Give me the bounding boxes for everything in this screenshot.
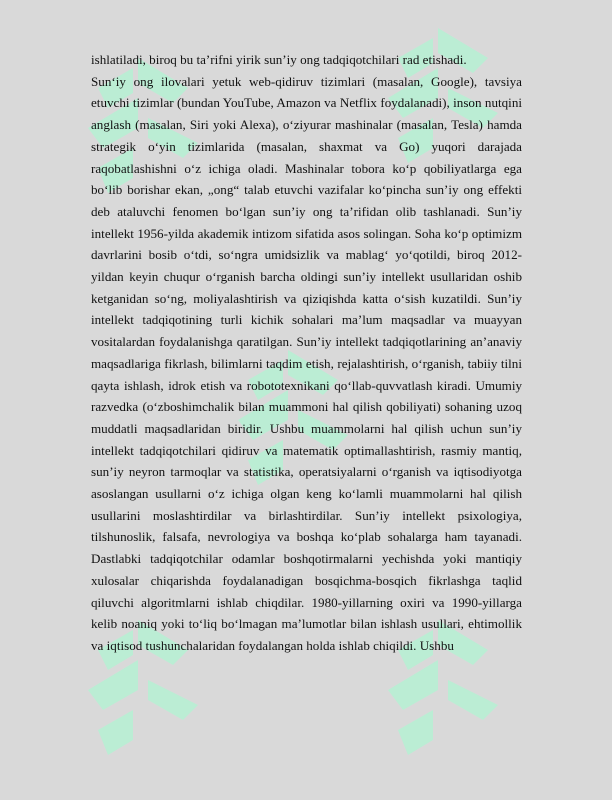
body-text [91,49,522,657]
paragraph: Sun‘iy ong ilovalari yetuk web-qidiruv tizimlari (masalan, Google), tavsiya etuvchi tizimlar (bundan YouTube, Amazon va Netflix foydalanadi), inson nutqini anglash (masalan, Siri yoki Alexa), o‘ziyurar mashinalar (masalan, Tesla) hamda strategik o‘yin tizimlarida (masalan, shaxmat va Go) yuqori darajada raqobatlashishni o‘z ichiga oladi. Mashinalar tobora ko‘p qobiliyatlarga ega bo‘lib borishar ekan, „ong“ talab etuvchi vazifalar ko‘pincha sun’iy ong effekti deb ataluvchi fenomen bo‘lgan sun’iy ong ta’rifidan olib tashlanadi. Sun’iy intellekt 1956-yilda akademik intizom sifatida asos solingan. Soha ko‘p optimizm davrlarini bosib o‘tdi, so‘ngra umidsizlik va mablag‘ yo‘qotildi, biroq 2012-yildan keyin chuqur o‘rganish barcha oldingi sun’iy intellekt usullaridan oshib ketganidan so‘ng, moliyalashtirish va qiziqishda katta o‘sish kuzatildi. Sun’iy intellekt tadqiqotining turli kichik sohalari ma’lum maqsadlar va muayyan vositalardan foydalanishga qaratilgan. Sun’iy intellekt tadqiqotlarining an’anaviy maqsadlariga fikrlash, bilimlarni taqdim etish, rejalashtirish, o‘rganish, tabiiy tilni qayta ishlash, idrok etish va robototexnikani qo‘llab-quvvatlash kiradi. Umumiy razvedka (o‘zboshimchalik bilan muammoni hal qilish qobiliyati) sohaning uzoq muddatli maqsadlaridan biridir. Ushbu muammolarni hal qilish uchun sun’iy intellekt tadqiqotchilari qidiruv va matematik optimallashtirish, rasmiy mantiq, sun’iy neyron tarmoqlar va statistika, operatsiyalarni o‘rganish va iqtisodiyotga asoslangan usullarni o‘z ichiga olgan keng ko‘lamli muammolarni hal qilish usullarini moslashtirdilar va birlashtirdilar. Sun’iy intellekt psixologiya, tilshunoslik, falsafa, nevrologiya va boshqa ko‘plab sohalarga ham tayanadi. Dastlabki tadqiqotchilar odamlar boshqotirmalarni yechishda yoki mantiqiy xulosalar chiqarishda foydalanadigan bosqichma-bosqich fikrlashga taqlid qiluvchi algoritmlarni ishlab chiqdilar. 1980-yillarning oxiri va 1990-yillarga kelib noaniq yoki to‘liq bo‘lmagan ma’lumotlar bilan ishlash usullari, ehtimollik va iqtisod tushunchalaridan foydalangan holda ishlab chiqildi. Ushbu [91,73,522,653]
text-line-top: ishlatiladi, biroq bu ta’rifni yirik sun’iy ong tadqiqotchilari rad etishadi. [91,52,467,67]
